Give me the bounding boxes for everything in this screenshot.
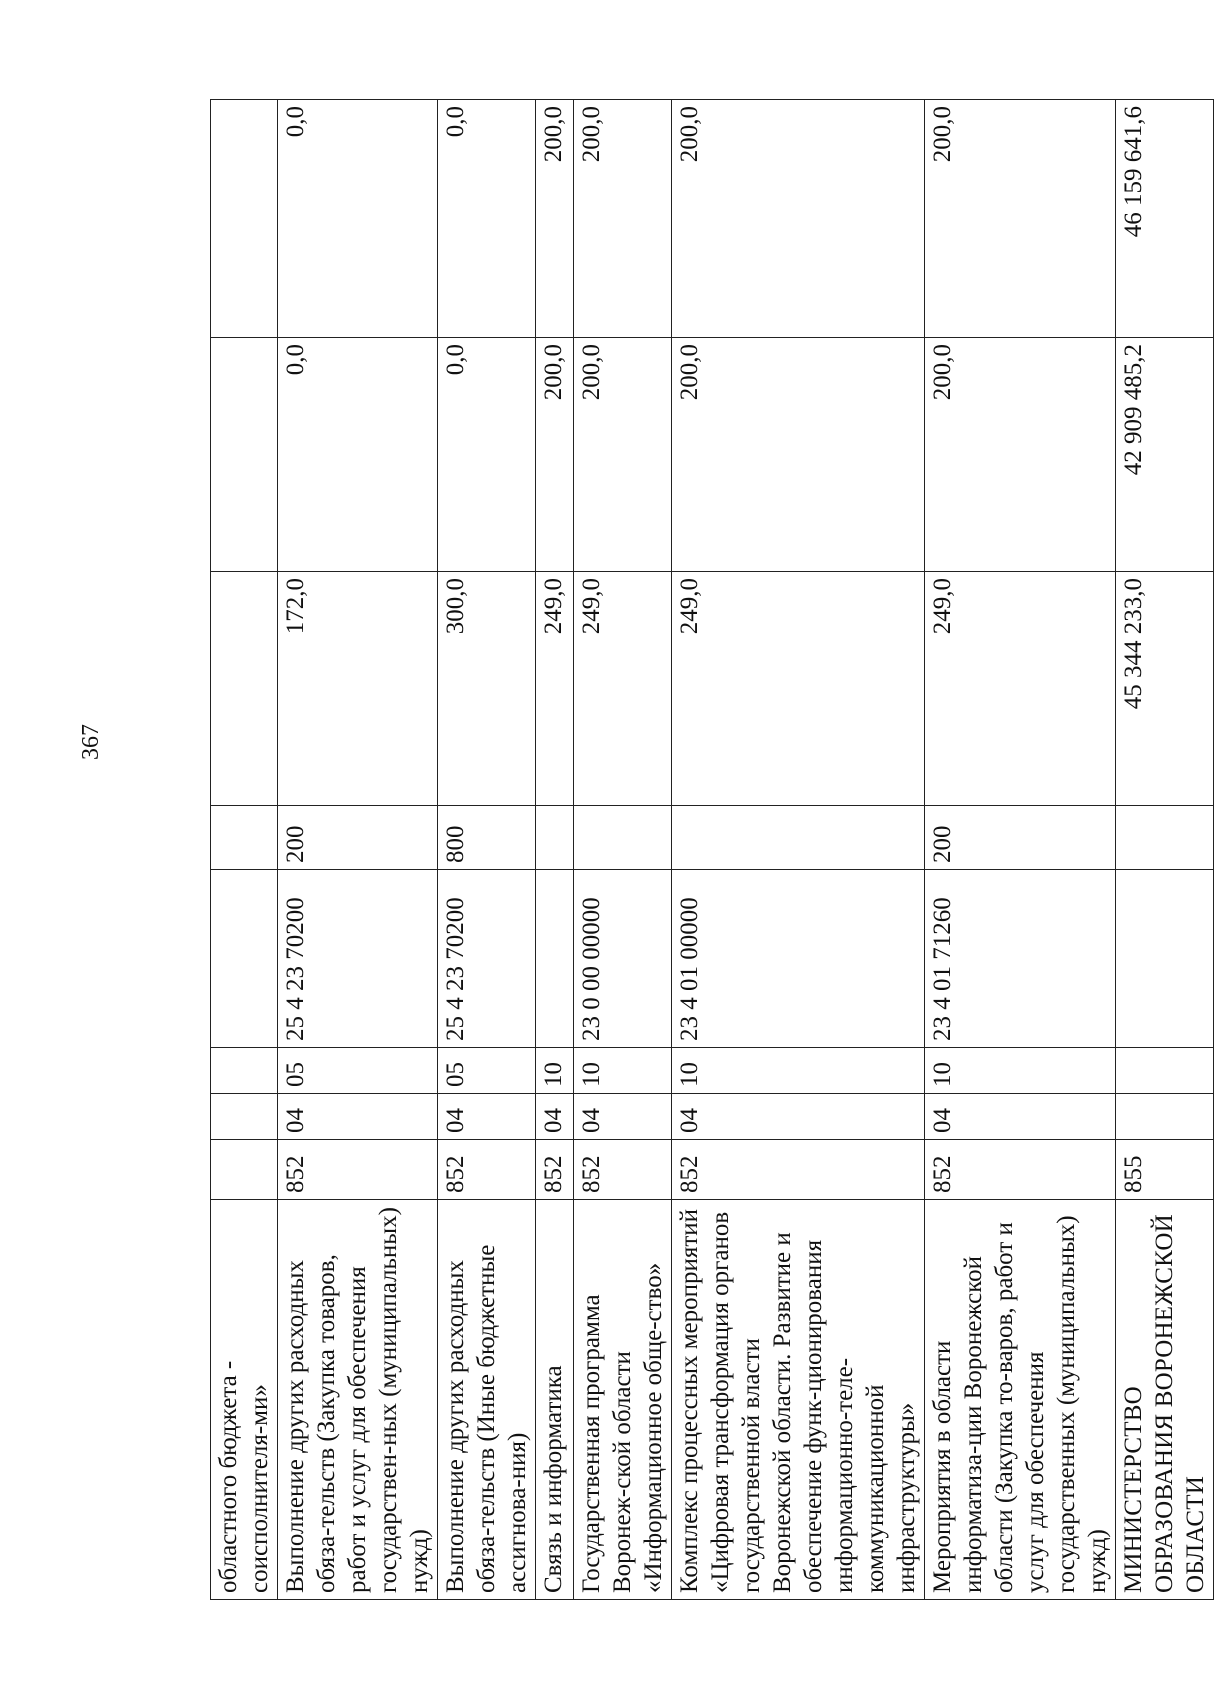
year1-cell [211,572,278,806]
year2-cell: 42 909 485,2 [1116,338,1214,572]
rz-cell [211,1094,278,1140]
row-name: Государственная программа Воронеж-ской области «Информационное обще-ство» [574,1200,672,1600]
table-row [574,100,672,1600]
vr-cell [672,806,925,870]
year2-cell: 200,0 [672,338,925,572]
table-row [278,100,438,1600]
pr-cell: 10 [536,1048,574,1094]
year2-cell: 0,0 [438,338,536,572]
year3-cell: 200,0 [536,100,574,338]
year1-cell: 45 344 233,0 [1116,572,1214,806]
year3-cell: 46 159 641,6 [1116,100,1214,338]
rz-cell: 04 [438,1094,536,1140]
ved-cell [211,1140,278,1200]
year1-cell: 249,0 [574,572,672,806]
table-row [536,100,574,1600]
page-number: 367 [78,724,104,760]
vr-cell [536,806,574,870]
year2-cell: 200,0 [536,338,574,572]
year1-cell: 249,0 [925,572,1116,806]
table-row [1116,100,1214,1600]
pr-cell: 05 [278,1048,438,1094]
year3-cell: 200,0 [925,100,1116,338]
budget-table [210,99,1214,1600]
year3-cell: 0,0 [438,100,536,338]
vr-cell [211,806,278,870]
ved-cell: 852 [278,1140,438,1200]
rz-cell: 04 [536,1094,574,1140]
csr-cell: 25 4 23 70200 [278,870,438,1048]
table-row [211,100,278,1600]
year1-cell: 172,0 [278,572,438,806]
csr-cell: 23 0 00 00000 [574,870,672,1048]
table-row [672,100,925,1600]
table-row [925,100,1116,1600]
year1-cell: 249,0 [672,572,925,806]
pr-cell: 10 [574,1048,672,1094]
vr-cell: 800 [438,806,536,870]
row-name: Связь и информатика [536,1200,574,1600]
rz-cell [1116,1094,1214,1140]
ved-cell: 852 [536,1140,574,1200]
csr-cell [536,870,574,1048]
year1-cell: 249,0 [536,572,574,806]
vr-cell: 200 [278,806,438,870]
year2-cell [211,338,278,572]
year2-cell: 200,0 [925,338,1116,572]
pr-cell [1116,1048,1214,1094]
rz-cell: 04 [574,1094,672,1140]
ved-cell: 852 [574,1140,672,1200]
csr-cell: 23 4 01 00000 [672,870,925,1048]
pr-cell: 10 [925,1048,1116,1094]
rz-cell: 04 [672,1094,925,1140]
csr-cell [211,870,278,1048]
rotated-table-wrapper [210,100,1209,1600]
csr-cell [1116,870,1214,1048]
ved-cell: 855 [1116,1140,1214,1200]
ved-cell: 852 [672,1140,925,1200]
csr-cell: 23 4 01 71260 [925,870,1116,1048]
year2-cell: 0,0 [278,338,438,572]
year3-cell: 200,0 [672,100,925,338]
pr-cell: 10 [672,1048,925,1094]
year1-cell: 300,0 [438,572,536,806]
row-name: Выполнение других расходных обяза-тельств (Закупка товаров, работ и услуг для обеспечения государствен-ных (муниципальных) нужд) [278,1200,438,1600]
row-name: Выполнение других расходных обяза-тельств (Иные бюджетные ассигнова-ния) [438,1200,536,1600]
row-name: МИНИСТЕРСТВО ОБРАЗОВАНИЯ ВОРОНЕЖСКОЙ ОБЛАСТИ [1116,1200,1214,1600]
csr-cell: 25 4 23 70200 [438,870,536,1048]
year3-cell: 200,0 [574,100,672,338]
ved-cell: 852 [925,1140,1116,1200]
vr-cell [574,806,672,870]
row-name: Мероприятия в области информатиза-ции Воронежской области (Закупка то-варов, работ и услуг для обеспечения государственных (муниципальных) нужд) [925,1200,1116,1600]
rz-cell: 04 [278,1094,438,1140]
year3-cell [211,100,278,338]
pr-cell [211,1048,278,1094]
vr-cell [1116,806,1214,870]
rz-cell: 04 [925,1094,1116,1140]
pr-cell: 05 [438,1048,536,1094]
row-name: Комплекс процессных мероприятий «Цифровая трансформация органов государственной власти Воронежской области. Развитие и обеспечение функ-ционирования информационно-теле-коммуникационной инфраструктуры» [672,1200,925,1600]
row-name: областного бюджета - соисполнителя-ми» [211,1200,278,1600]
table-row [438,100,536,1600]
year3-cell: 0,0 [278,100,438,338]
vr-cell: 200 [925,806,1116,870]
year2-cell: 200,0 [574,338,672,572]
ved-cell: 852 [438,1140,536,1200]
